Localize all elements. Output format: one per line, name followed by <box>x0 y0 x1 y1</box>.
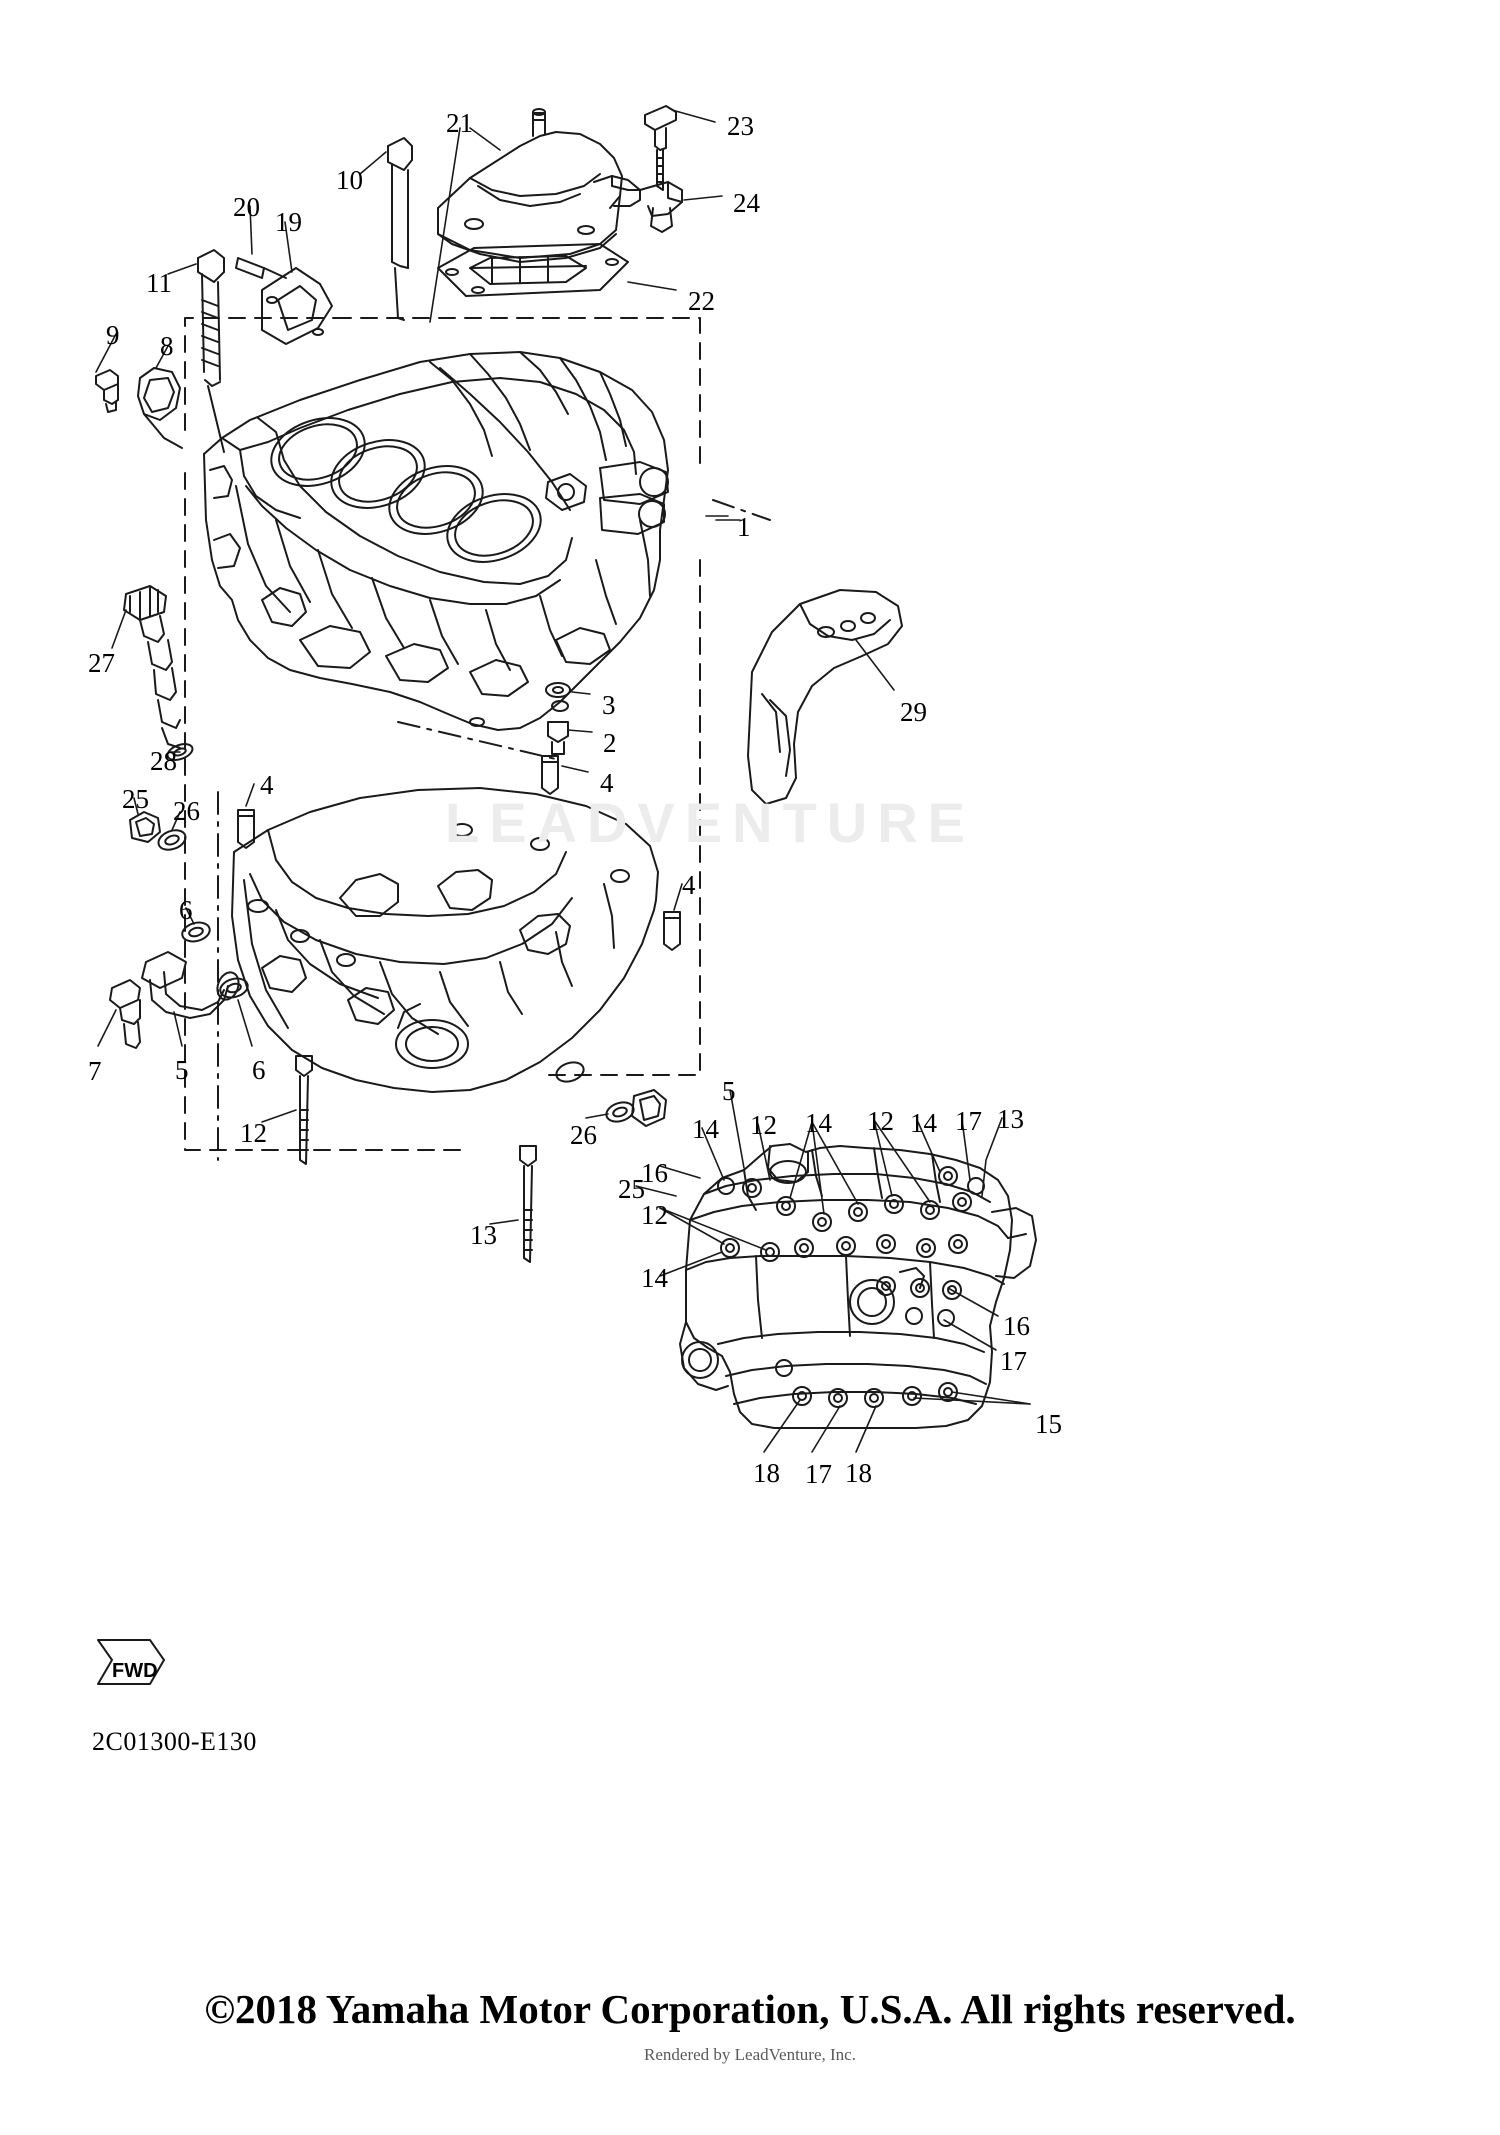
callout-number: 6 <box>252 1055 266 1085</box>
callout-number: 8 <box>160 331 174 361</box>
callout-number: 16 <box>641 1158 668 1188</box>
callout-number: 18 <box>753 1458 780 1488</box>
diagram-code: 2C01300-E130 <box>92 1727 257 1756</box>
callout-number: 20 <box>233 192 260 222</box>
callout-number: 7 <box>88 1056 102 1086</box>
callout-number: 13 <box>997 1104 1024 1134</box>
callout-number: 14 <box>692 1114 719 1144</box>
callout-number: 4 <box>260 770 274 800</box>
callout-number: 19 <box>275 207 302 237</box>
callout-number: 11 <box>146 268 172 298</box>
fwd-label: FWD <box>112 1660 158 1682</box>
callout-number: 10 <box>336 165 363 195</box>
callout-number: 26 <box>173 796 200 826</box>
callout-number: 6 <box>179 895 193 925</box>
callout-number: 13 <box>470 1220 497 1250</box>
callout-number: 17 <box>1000 1346 1027 1376</box>
callout-number: 17 <box>805 1459 832 1489</box>
callout-number: 15 <box>1035 1409 1062 1439</box>
copyright-notice: ©2018 Yamaha Motor Corporation, U.S.A. All rights reserved. <box>204 1986 1296 2032</box>
callout-number: 12 <box>750 1110 777 1140</box>
callout-number: 14 <box>641 1263 668 1293</box>
callout-number: 28 <box>150 746 177 776</box>
callout-number: 16 <box>1003 1311 1030 1341</box>
watermark: LEADVENTURE <box>444 791 976 854</box>
callout-number: 12 <box>240 1118 267 1148</box>
callout-number: 22 <box>688 286 715 316</box>
callout-number: 25 <box>122 784 149 814</box>
callout-number: 4 <box>682 870 696 900</box>
callout-number: 3 <box>602 690 616 720</box>
callout-number: 18 <box>845 1458 872 1488</box>
rendered-by-notice: Rendered by LeadVenture, Inc. <box>644 2045 856 2064</box>
callout-number: 5 <box>722 1076 736 1106</box>
callout-number: 2 <box>603 728 617 758</box>
callout-number: 9 <box>106 320 120 350</box>
callout-number: 5 <box>175 1055 189 1085</box>
callout-number: 23 <box>727 111 754 141</box>
callout-number: 29 <box>900 697 927 727</box>
callout-number: 26 <box>570 1120 597 1150</box>
callout-number: 4 <box>600 768 614 798</box>
callout-number: 14 <box>805 1108 832 1138</box>
callout-number: 17 <box>955 1106 982 1136</box>
callout-number: 24 <box>733 188 760 218</box>
callout-number: 21 <box>446 108 473 138</box>
callout-number: 1 <box>737 512 751 542</box>
callout-number: 25 <box>618 1174 645 1204</box>
callout-number: 12 <box>867 1106 894 1136</box>
callout-number: 27 <box>88 648 115 678</box>
callout-number: 12 <box>641 1200 668 1230</box>
callout-number: 14 <box>910 1108 937 1138</box>
